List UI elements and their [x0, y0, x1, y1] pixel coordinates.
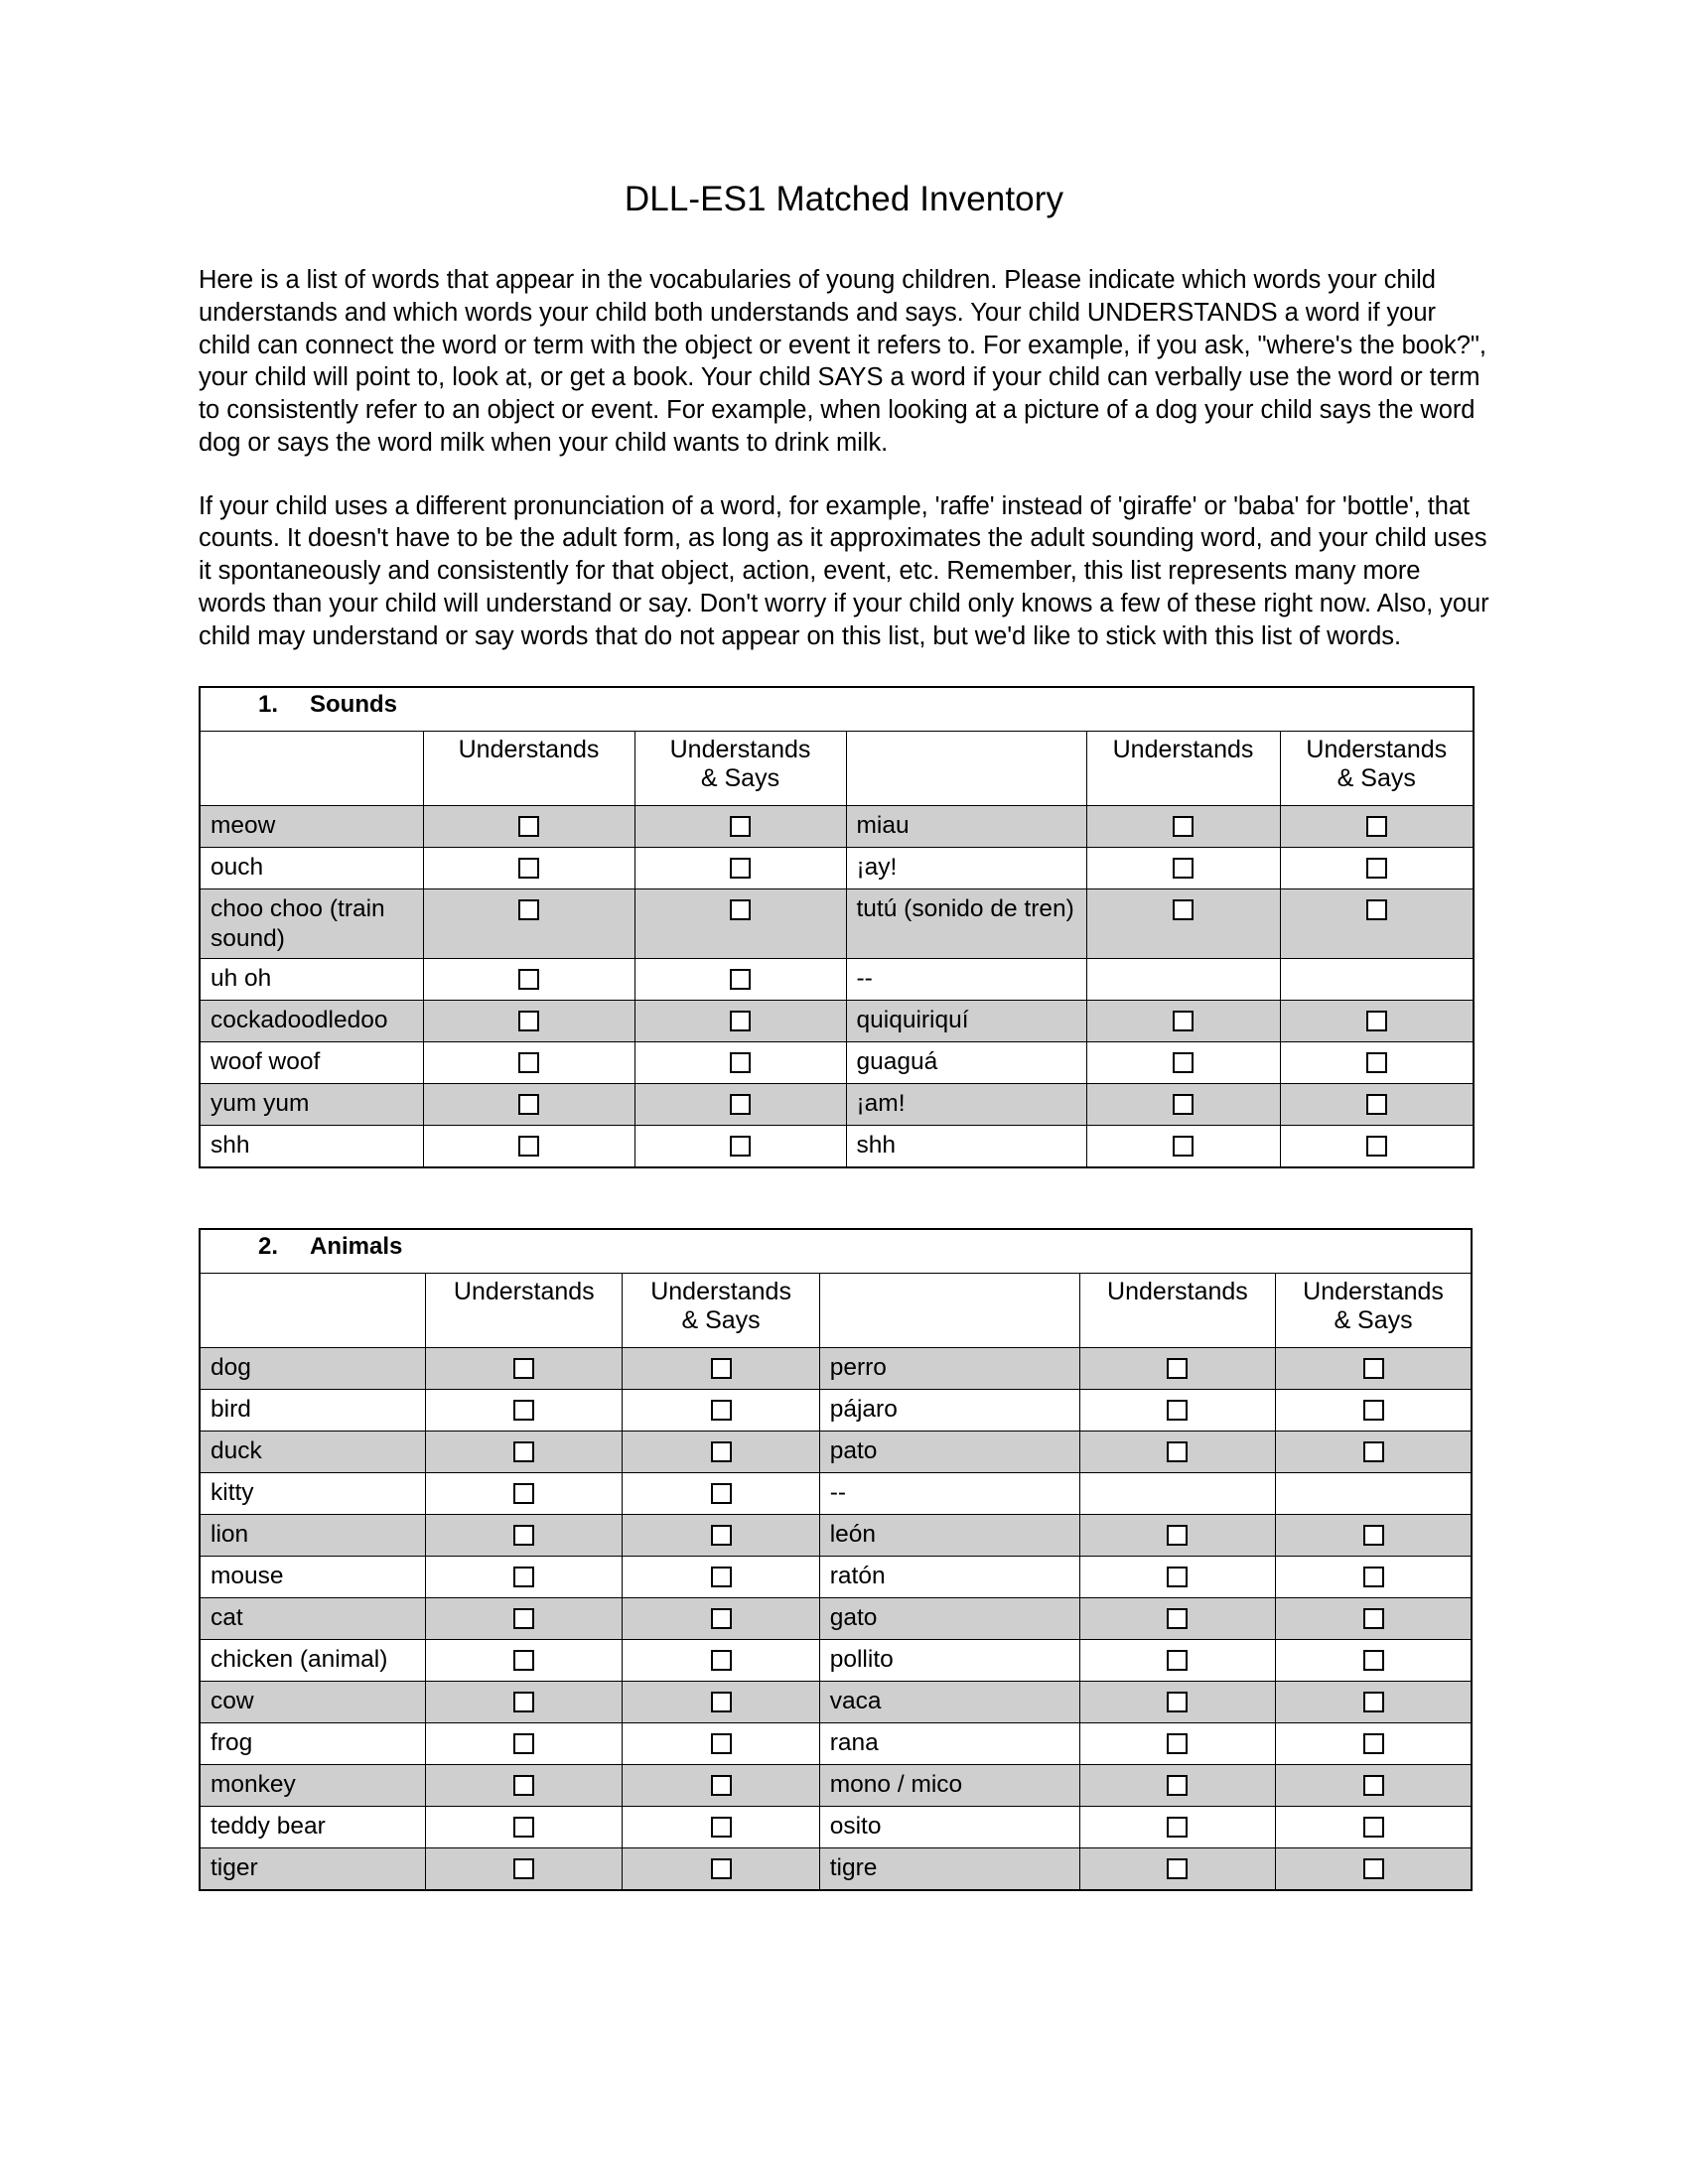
checkbox-understands-says-spanish[interactable]	[1276, 1848, 1472, 1891]
checkbox-empty-icon[interactable]	[1366, 1136, 1387, 1157]
table-row	[200, 1432, 1472, 1473]
checkbox-empty-icon[interactable]	[1363, 1650, 1384, 1671]
checkbox-understands-says-spanish-empty	[1280, 959, 1474, 1001]
checkbox-understands-says-english[interactable]	[623, 1640, 819, 1682]
checkbox-understands-english[interactable]	[423, 959, 634, 1001]
checkbox-empty-icon[interactable]	[1167, 1817, 1188, 1838]
section-name: Sounds	[310, 691, 397, 719]
section-name: Animals	[310, 1233, 403, 1261]
checkbox-understands-says-spanish[interactable]	[1276, 1598, 1472, 1640]
checkbox-understands-spanish[interactable]	[1079, 1807, 1275, 1848]
checkbox-understands-english[interactable]	[423, 889, 634, 959]
checkbox-empty-icon[interactable]	[1363, 1608, 1384, 1629]
checkbox-empty-icon[interactable]	[711, 1650, 732, 1671]
checkbox-empty-icon[interactable]	[711, 1733, 732, 1754]
checkbox-empty-icon[interactable]	[518, 1136, 539, 1157]
table-row	[200, 1084, 1474, 1126]
checkbox-empty-icon[interactable]	[518, 1052, 539, 1073]
checkbox-understands-says-english[interactable]	[634, 889, 846, 959]
checkbox-understands-says-spanish[interactable]	[1276, 1723, 1472, 1765]
table-row	[200, 1348, 1472, 1390]
word-english: woof woof	[200, 1042, 423, 1084]
checkbox-understands-says-english[interactable]	[623, 1515, 819, 1557]
checkbox-empty-icon[interactable]	[1363, 1441, 1384, 1462]
word-spanish: león	[819, 1515, 1079, 1557]
checkbox-empty-icon[interactable]	[730, 1094, 751, 1115]
table-row	[200, 959, 1474, 1001]
checkbox-understands-says-english[interactable]	[623, 1473, 819, 1515]
checkbox-empty-icon[interactable]	[1363, 1525, 1384, 1546]
checkbox-empty-icon[interactable]	[1366, 858, 1387, 879]
checkbox-understands-spanish[interactable]	[1079, 1682, 1275, 1723]
checkbox-empty-icon[interactable]	[1167, 1650, 1188, 1671]
checkbox-empty-icon[interactable]	[1173, 1011, 1194, 1031]
checkbox-understands-spanish[interactable]	[1086, 889, 1280, 959]
checkbox-empty-icon[interactable]	[1366, 899, 1387, 920]
checkbox-empty-icon[interactable]	[1363, 1567, 1384, 1587]
checkbox-understands-english[interactable]	[426, 1432, 623, 1473]
checkbox-understands-says-spanish[interactable]	[1280, 806, 1474, 848]
checkbox-empty-icon[interactable]	[1173, 1136, 1194, 1157]
word-english: meow	[200, 806, 423, 848]
checkbox-understands-english[interactable]	[426, 1348, 623, 1390]
checkbox-understands-english[interactable]	[426, 1640, 623, 1682]
checkbox-understands-english[interactable]	[426, 1557, 623, 1598]
word-english: cow	[200, 1682, 426, 1723]
word-english: uh oh	[200, 959, 423, 1001]
checkbox-understands-says-english[interactable]	[623, 1723, 819, 1765]
checkbox-understands-says-english[interactable]	[634, 1084, 846, 1126]
section-number: 1.	[258, 691, 279, 719]
checkbox-empty-icon[interactable]	[518, 1011, 539, 1031]
checkbox-empty-icon[interactable]	[1366, 816, 1387, 837]
checkbox-understands-english[interactable]	[426, 1848, 623, 1891]
checkbox-understands-spanish[interactable]	[1079, 1515, 1275, 1557]
checkbox-empty-icon[interactable]	[1363, 1400, 1384, 1421]
word-spanish: --	[846, 959, 1086, 1001]
checkbox-understands-spanish[interactable]	[1079, 1598, 1275, 1640]
checkbox-understands-says-english[interactable]	[634, 1126, 846, 1168]
checkbox-understands-english[interactable]	[426, 1598, 623, 1640]
checkbox-empty-icon[interactable]	[730, 816, 751, 837]
checkbox-empty-icon[interactable]	[1363, 1858, 1384, 1879]
checkbox-empty-icon[interactable]	[730, 858, 751, 879]
word-spanish: tigre	[819, 1848, 1079, 1891]
column-header-understands-says-english: Understands & Says	[623, 1274, 819, 1348]
word-spanish: gato	[819, 1598, 1079, 1640]
checkbox-empty-icon[interactable]	[711, 1441, 732, 1462]
checkbox-understands-english[interactable]	[423, 1042, 634, 1084]
word-english: shh	[200, 1126, 423, 1168]
checkbox-empty-icon[interactable]	[1167, 1400, 1188, 1421]
document-content	[199, 179, 1489, 1891]
table-row	[200, 1001, 1474, 1042]
checkbox-understands-says-spanish[interactable]	[1280, 889, 1474, 959]
word-english: mouse	[200, 1557, 426, 1598]
checkbox-understands-says-english[interactable]	[623, 1765, 819, 1807]
inventory-table-animals	[199, 1228, 1473, 1891]
column-header-understands-says-english: Understands & Says	[634, 732, 846, 806]
checkbox-understands-says-english[interactable]	[623, 1390, 819, 1432]
checkbox-understands-says-spanish[interactable]	[1280, 1126, 1474, 1168]
intro-paragraph-2: If your child uses a different pronunciation of a word, for example, 'raffe' instead of 'giraffe' or 'baba' for 'bottle', that counts. It doesn't have to be the adult form, as long as it approximates the adult sounding word, and your child uses it spontaneously and consistently for that object, action, event, etc. Remember, this list represents many more words than your child will understand or say. Don't worry if your child only knows a few of these right now. Also, your child may understand or say words that do not appear on this list, but we'd like to stick with this list of words.	[199, 491, 1489, 650]
checkbox-empty-icon[interactable]	[730, 1052, 751, 1073]
checkbox-understands-says-english[interactable]	[623, 1807, 819, 1848]
word-english: kitty	[200, 1473, 426, 1515]
checkbox-empty-icon[interactable]	[513, 1567, 534, 1587]
checkbox-understands-says-spanish[interactable]	[1276, 1432, 1472, 1473]
checkbox-understands-says-english[interactable]	[623, 1557, 819, 1598]
column-header-word-english	[200, 1274, 426, 1348]
table-row	[200, 1765, 1472, 1807]
table-row	[200, 1473, 1472, 1515]
checkbox-empty-icon[interactable]	[513, 1733, 534, 1754]
table-row	[200, 1598, 1472, 1640]
checkbox-understands-says-spanish[interactable]	[1276, 1682, 1472, 1723]
word-english: frog	[200, 1723, 426, 1765]
checkbox-understands-spanish[interactable]	[1086, 848, 1280, 889]
checkbox-understands-says-spanish[interactable]	[1276, 1348, 1472, 1390]
checkbox-empty-icon[interactable]	[518, 816, 539, 837]
checkbox-empty-icon[interactable]	[1167, 1441, 1188, 1462]
checkbox-empty-icon[interactable]	[1363, 1817, 1384, 1838]
word-spanish: mono / mico	[819, 1765, 1079, 1807]
checkbox-empty-icon[interactable]	[513, 1483, 534, 1504]
checkbox-understands-says-english[interactable]	[623, 1348, 819, 1390]
checkbox-understands-says-english[interactable]	[634, 806, 846, 848]
column-header-understands-english: Understands	[426, 1274, 623, 1348]
table-row	[200, 1848, 1472, 1891]
table-row	[200, 1515, 1472, 1557]
column-header-understands-spanish: Understands	[1079, 1274, 1275, 1348]
checkbox-empty-icon[interactable]	[1363, 1733, 1384, 1754]
checkbox-empty-icon[interactable]	[711, 1608, 732, 1629]
word-english: tiger	[200, 1848, 426, 1891]
checkbox-understands-says-spanish[interactable]	[1280, 1001, 1474, 1042]
checkbox-empty-icon[interactable]	[513, 1608, 534, 1629]
word-english: lion	[200, 1515, 426, 1557]
checkbox-empty-icon[interactable]	[513, 1650, 534, 1671]
table-row	[200, 848, 1474, 889]
word-spanish: ¡ay!	[846, 848, 1086, 889]
checkbox-empty-icon[interactable]	[1366, 1094, 1387, 1115]
column-header-word-english	[200, 732, 423, 806]
table-row	[200, 889, 1474, 959]
checkbox-understands-english[interactable]	[426, 1682, 623, 1723]
checkbox-empty-icon[interactable]	[711, 1858, 732, 1879]
checkbox-understands-english[interactable]	[423, 1001, 634, 1042]
checkbox-understands-says-spanish[interactable]	[1276, 1515, 1472, 1557]
checkbox-empty-icon[interactable]	[513, 1817, 534, 1838]
checkbox-empty-icon[interactable]	[518, 969, 539, 990]
table-spacer	[199, 1168, 1489, 1194]
checkbox-empty-icon[interactable]	[1173, 858, 1194, 879]
checkbox-understands-english[interactable]	[426, 1390, 623, 1432]
checkbox-understands-spanish[interactable]	[1079, 1640, 1275, 1682]
word-spanish: rana	[819, 1723, 1079, 1765]
checkbox-empty-icon[interactable]	[711, 1817, 732, 1838]
table-row	[200, 806, 1474, 848]
word-spanish: pájaro	[819, 1390, 1079, 1432]
column-header-understands-english: Understands	[423, 732, 634, 806]
checkbox-empty-icon[interactable]	[730, 969, 751, 990]
checkbox-understands-says-spanish-empty	[1276, 1473, 1472, 1515]
column-header-word-spanish	[819, 1274, 1079, 1348]
section-header-cell	[200, 1229, 1472, 1274]
word-spanish: --	[819, 1473, 1079, 1515]
checkbox-empty-icon[interactable]	[513, 1525, 534, 1546]
checkbox-understands-says-spanish[interactable]	[1276, 1390, 1472, 1432]
checkbox-understands-spanish[interactable]	[1086, 1126, 1280, 1168]
column-header-understands-spanish: Understands	[1086, 732, 1280, 806]
checkbox-empty-icon[interactable]	[1366, 1052, 1387, 1073]
checkbox-understands-spanish[interactable]	[1086, 1042, 1280, 1084]
checkbox-empty-icon[interactable]	[513, 1441, 534, 1462]
table-row	[200, 1126, 1474, 1168]
word-spanish: osito	[819, 1807, 1079, 1848]
table-row	[200, 1640, 1472, 1682]
checkbox-understands-says-spanish[interactable]	[1276, 1807, 1472, 1848]
checkbox-empty-icon[interactable]	[711, 1400, 732, 1421]
checkbox-understands-spanish[interactable]	[1079, 1348, 1275, 1390]
word-english: monkey	[200, 1765, 426, 1807]
checkbox-understands-spanish[interactable]	[1079, 1765, 1275, 1807]
checkbox-empty-icon[interactable]	[1173, 899, 1194, 920]
section-header-cell	[200, 687, 1474, 732]
checkbox-understands-spanish[interactable]	[1079, 1557, 1275, 1598]
checkbox-empty-icon[interactable]	[1363, 1775, 1384, 1796]
word-spanish: ratón	[819, 1557, 1079, 1598]
word-spanish: vaca	[819, 1682, 1079, 1723]
word-english: duck	[200, 1432, 426, 1473]
inventory-table-sounds	[199, 686, 1475, 1168]
checkbox-empty-icon[interactable]	[1173, 816, 1194, 837]
word-english: bird	[200, 1390, 426, 1432]
checkbox-understands-says-spanish[interactable]	[1280, 1042, 1474, 1084]
checkbox-empty-icon[interactable]	[513, 1692, 534, 1712]
checkbox-empty-icon[interactable]	[513, 1858, 534, 1879]
table-row	[200, 1557, 1472, 1598]
checkbox-empty-icon[interactable]	[513, 1775, 534, 1796]
checkbox-empty-icon[interactable]	[711, 1775, 732, 1796]
checkbox-empty-icon[interactable]	[518, 899, 539, 920]
checkbox-understands-says-spanish[interactable]	[1276, 1765, 1472, 1807]
checkbox-empty-icon[interactable]	[1167, 1733, 1188, 1754]
page-title: DLL-ES1 Matched Inventory	[624, 180, 1064, 218]
column-header-word-spanish	[846, 732, 1086, 806]
checkbox-understands-says-spanish[interactable]	[1276, 1640, 1472, 1682]
word-english: cat	[200, 1598, 426, 1640]
checkbox-understands-english[interactable]	[426, 1807, 623, 1848]
checkbox-understands-says-spanish[interactable]	[1280, 848, 1474, 889]
checkbox-empty-icon[interactable]	[730, 1136, 751, 1157]
checkbox-empty-icon[interactable]	[513, 1358, 534, 1379]
checkbox-understands-english[interactable]	[423, 806, 634, 848]
column-header-row	[200, 732, 1474, 806]
table-row	[200, 1390, 1472, 1432]
column-header-understands-says-spanish: Understands & Says	[1280, 732, 1474, 806]
checkbox-empty-icon[interactable]	[518, 1094, 539, 1115]
checkbox-understands-says-english[interactable]	[634, 1042, 846, 1084]
checkbox-empty-icon[interactable]	[1167, 1567, 1188, 1587]
checkbox-understands-says-english[interactable]	[634, 1001, 846, 1042]
inventory-tables	[199, 686, 1489, 1891]
checkbox-empty-icon[interactable]	[1167, 1358, 1188, 1379]
word-spanish: pato	[819, 1432, 1079, 1473]
checkbox-empty-icon[interactable]	[711, 1567, 732, 1587]
checkbox-understands-english[interactable]	[426, 1515, 623, 1557]
checkbox-empty-icon[interactable]	[1173, 1094, 1194, 1115]
column-header-understands-says-spanish: Understands & Says	[1276, 1274, 1472, 1348]
checkbox-understands-says-english[interactable]	[634, 848, 846, 889]
word-spanish: tutú (sonido de tren)	[846, 889, 1086, 959]
column-header-row	[200, 1274, 1472, 1348]
table-row	[200, 1723, 1472, 1765]
word-spanish: pollito	[819, 1640, 1079, 1682]
checkbox-understands-english[interactable]	[426, 1765, 623, 1807]
checkbox-understands-spanish[interactable]	[1079, 1432, 1275, 1473]
checkbox-understands-english[interactable]	[426, 1473, 623, 1515]
checkbox-empty-icon[interactable]	[518, 858, 539, 879]
checkbox-understands-says-english[interactable]	[623, 1432, 819, 1473]
section-header-row	[200, 687, 1474, 732]
checkbox-empty-icon[interactable]	[730, 899, 751, 920]
checkbox-empty-icon[interactable]	[513, 1400, 534, 1421]
word-english: teddy bear	[200, 1807, 426, 1848]
section-header-row	[200, 1229, 1472, 1274]
checkbox-understands-spanish[interactable]	[1086, 1084, 1280, 1126]
word-spanish: miau	[846, 806, 1086, 848]
checkbox-understands-spanish[interactable]	[1079, 1723, 1275, 1765]
checkbox-understands-says-english[interactable]	[634, 959, 846, 1001]
checkbox-empty-icon[interactable]	[711, 1358, 732, 1379]
checkbox-empty-icon[interactable]	[1167, 1692, 1188, 1712]
table-row	[200, 1042, 1474, 1084]
checkbox-understands-english[interactable]	[426, 1723, 623, 1765]
word-english: cockadoodledoo	[200, 1001, 423, 1042]
checkbox-understands-english[interactable]	[423, 848, 634, 889]
checkbox-empty-icon[interactable]	[1167, 1525, 1188, 1546]
checkbox-empty-icon[interactable]	[730, 1011, 751, 1031]
checkbox-empty-icon[interactable]	[1167, 1858, 1188, 1879]
word-english: yum yum	[200, 1084, 423, 1126]
checkbox-empty-icon[interactable]	[1363, 1692, 1384, 1712]
intro-paragraph-1: Here is a list of words that appear in the vocabularies of young children. Please indicate which words your child understands and which words your child both understands and says. Your child UNDERSTANDS a word if your child can connect the word or term with the object or event it refers to. For example, if you ask, "where's the book?", your child will point to, look at, or get a book. Your child SAYS a word if your child can verbally use the word or term to consistently refer to an object or event. For example, when looking at a picture of a dog your child says the word dog or says the word milk when your child wants to drink milk.	[199, 266, 1486, 457]
checkbox-understands-spanish[interactable]	[1079, 1848, 1275, 1891]
checkbox-empty-icon[interactable]	[1363, 1358, 1384, 1379]
word-spanish: ¡am!	[846, 1084, 1086, 1126]
checkbox-understands-says-english[interactable]	[623, 1848, 819, 1891]
checkbox-understands-spanish[interactable]	[1086, 806, 1280, 848]
checkbox-understands-says-english[interactable]	[623, 1598, 819, 1640]
word-english: ouch	[200, 848, 423, 889]
checkbox-understands-says-spanish[interactable]	[1280, 1084, 1474, 1126]
section-number: 2.	[258, 1233, 279, 1261]
checkbox-understands-says-spanish[interactable]	[1276, 1557, 1472, 1598]
word-spanish: perro	[819, 1348, 1079, 1390]
checkbox-understands-says-english[interactable]	[623, 1682, 819, 1723]
word-spanish: quiquiriquí	[846, 1001, 1086, 1042]
checkbox-understands-spanish[interactable]	[1079, 1390, 1275, 1432]
word-spanish: shh	[846, 1126, 1086, 1168]
checkbox-empty-icon[interactable]	[711, 1483, 732, 1504]
word-spanish: guaguá	[846, 1042, 1086, 1084]
checkbox-empty-icon[interactable]	[1167, 1608, 1188, 1629]
checkbox-empty-icon[interactable]	[1173, 1052, 1194, 1073]
table-row	[200, 1807, 1472, 1848]
checkbox-understands-english[interactable]	[423, 1126, 634, 1168]
checkbox-empty-icon[interactable]	[711, 1525, 732, 1546]
checkbox-empty-icon[interactable]	[1167, 1775, 1188, 1796]
word-english: choo choo (train sound)	[200, 889, 423, 959]
word-english: chicken (animal)	[200, 1640, 426, 1682]
checkbox-empty-icon[interactable]	[1366, 1011, 1387, 1031]
checkbox-empty-icon[interactable]	[711, 1692, 732, 1712]
word-english: dog	[200, 1348, 426, 1390]
checkbox-understands-spanish-empty	[1086, 959, 1280, 1001]
checkbox-understands-spanish[interactable]	[1086, 1001, 1280, 1042]
checkbox-understands-english[interactable]	[423, 1084, 634, 1126]
checkbox-understands-spanish-empty	[1079, 1473, 1275, 1515]
table-row	[200, 1682, 1472, 1723]
